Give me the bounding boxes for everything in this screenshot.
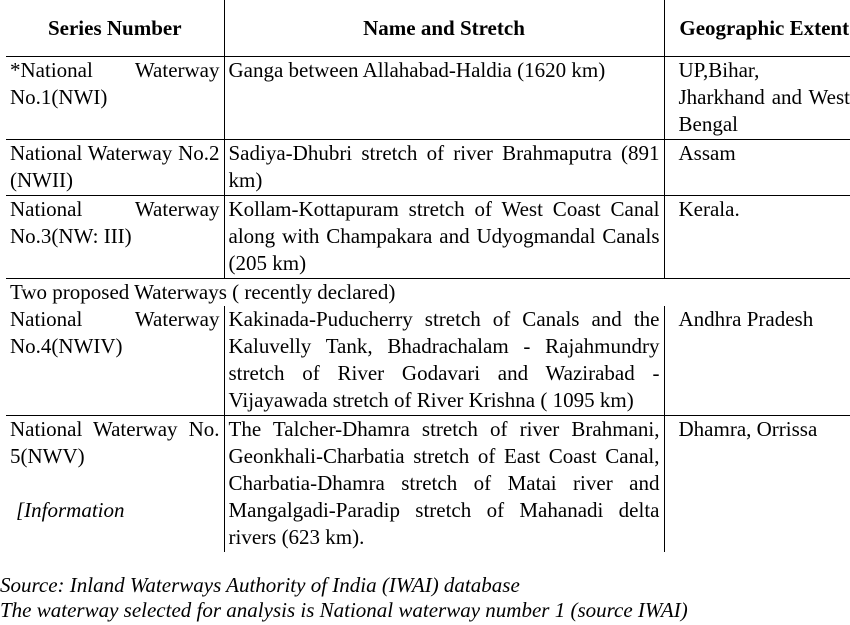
header-name-and-stretch: Name and Stretch <box>224 0 664 57</box>
series-cell: *National Waterway No.1(NWI) <box>6 57 224 140</box>
table-row <box>6 140 850 196</box>
source-footnote: Source: Inland Waterways Authority of India (IWAI) database <box>0 573 520 597</box>
table-row <box>6 196 850 279</box>
extent-cell: Dhamra, Orrissa <box>678 417 818 441</box>
series-cell: National Waterway No.2 (NWII) <box>6 140 224 196</box>
series-spacer <box>10 470 220 497</box>
extent-cell: UP,Bihar, Jharkhand and West Bengal <box>664 57 850 140</box>
extent-cell: Andhra Pradesh <box>664 306 850 416</box>
waterways-table <box>6 0 850 552</box>
name-cell: Sadiya-Dhubri stretch of river Brahmaputra (891 km) <box>224 140 664 196</box>
extent-cell: Assam <box>664 140 850 196</box>
header-geographic-extent: Geographic Extent <box>664 0 850 57</box>
name-cell: Ganga between Allahabad-Haldia (1620 km) <box>224 57 664 140</box>
table-header-row <box>6 0 850 57</box>
name-cell: The Talcher-Dhamra stretch of river Brahmani, Geonkhali-Charbatia stretch of East Coast Canal, Charbatia-Dhamra stretch of Matai river and Mangalgadi-Paradip stretch of Mahanadi delta rivers (623 km). <box>224 416 664 553</box>
table-row <box>6 57 850 140</box>
table-row <box>6 306 850 416</box>
series-cell: National Waterway No.4(NWIV) <box>6 306 224 416</box>
proposed-waterways-note: Two proposed Waterways ( recently declared) <box>10 280 396 304</box>
extent-cell: Kerala. <box>664 196 850 279</box>
name-cell: Kakinada-Puducherry stretch of Canals and the Kaluvelly Tank, Bhadrachalam - Rajahmundry stretch of River Godavari and Wazirabad - Vijayawada stretch of River Krishna ( 1095 km) <box>224 306 664 416</box>
proposed-note-row <box>6 279 850 307</box>
table-row <box>6 416 850 553</box>
name-cell: Kollam-Kottapuram stretch of West Coast Canal along with Champakara and Udyogmandal Canals (205 km) <box>224 196 664 279</box>
series-cell: National Waterway No.3(NW: III) <box>6 196 224 279</box>
series-text: National Waterway No. 5(NWV) <box>10 417 220 468</box>
series-information-note: [Information <box>16 498 125 522</box>
analysis-footnote: The waterway selected for analysis is National waterway number 1 (source IWAI) <box>0 598 688 622</box>
series-cell <box>6 416 224 553</box>
header-series-number: Series Number <box>6 0 224 57</box>
